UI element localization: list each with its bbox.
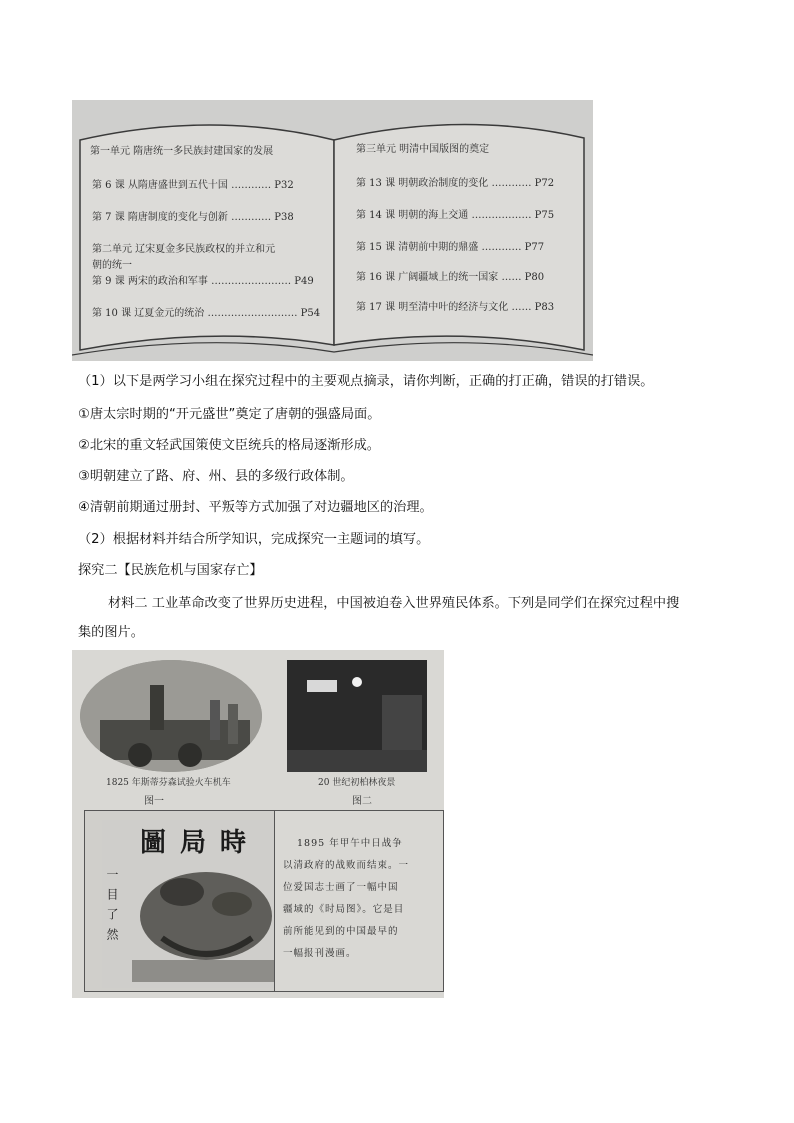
toc-right-line: 第三单元 明清中国版图的奠定 [356, 144, 490, 155]
note-line: 以清政府的战败而结束。一 [283, 860, 410, 871]
toc-left-line: 第一单元 隋唐统一多民族封建国家的发展 [90, 146, 274, 157]
berlin-night-photo [287, 660, 427, 772]
note-line: 1895 年甲午中日战争 [297, 838, 403, 849]
locomotive-photo [80, 660, 262, 772]
collage-photo [72, 650, 444, 998]
figure-2-label: 图二 [352, 796, 372, 807]
toc-photo [72, 100, 593, 361]
toc-left-line: 第二单元 辽宋夏金多民族政权的并立和元 [92, 244, 276, 255]
open-book-pages [72, 100, 593, 361]
cartoon-left-text: 一目了然 [105, 868, 119, 948]
toc-left-line: 第 7 课 隋唐制度的变化与创新 ………… P38 [92, 212, 294, 223]
statement-1: ①唐太宗时期的“开元盛世”奠定了唐朝的强盛局面。 [78, 407, 381, 422]
cartoon-note-box [274, 810, 444, 992]
statement-2: ②北宋的重文轻武国策使文臣统兵的格局逐渐形成。 [78, 438, 380, 453]
toc-left-line: 朝的统一 [92, 260, 132, 271]
question-2: （2）根据材料并结合所学知识，完成探究一主题词的填写。 [78, 532, 430, 547]
figure-1-caption: 1825 年斯蒂芬森试验火车机车 [106, 778, 231, 788]
note-line: 一幅报刊漫画。 [283, 948, 357, 959]
toc-right-line: 第 17 课 明至清中叶的经济与文化 …… P83 [356, 302, 555, 313]
toc-left-line: 第 9 课 两宋的政治和军事 …………………… P49 [92, 276, 314, 287]
toc-right-line: 第 14 课 明朝的海上交通 ……………… P75 [356, 210, 555, 221]
toc-left-line: 第 10 课 辽夏金元的统治 ……………………… P54 [92, 308, 321, 319]
cartoon-title: 圖局時 [140, 828, 261, 858]
statement-4: ④清朝前期通过册封、平叛等方式加强了对边疆地区的治理。 [78, 500, 433, 515]
statement-3: ③明朝建立了路、府、州、县的多级行政体制。 [78, 469, 354, 484]
toc-right-line: 第 15 课 清朝前中期的鼎盛 ………… P77 [356, 242, 545, 253]
section-heading: 探究二【民族危机与国家存亡】 [78, 563, 263, 578]
toc-left-line: 第 6 课 从隋唐盛世到五代十国 ………… P32 [92, 180, 294, 191]
figure-1-label: 图一 [144, 796, 164, 807]
material-2-line-2: 集的图片。 [78, 625, 144, 640]
note-line: 前所能见到的中国最早的 [283, 926, 399, 937]
figure-2-caption: 20 世纪初柏林夜景 [318, 778, 396, 788]
toc-right-line: 第 13 课 明朝政治制度的变化 ………… P72 [356, 178, 555, 189]
toc-right-line: 第 16 课 广阔疆域上的统一国家 …… P80 [356, 272, 545, 283]
note-line: 疆域的《时局图》。它是目 [283, 904, 405, 915]
material-2-line-1: 材料二 工业革命改变了世界历史进程，中国被迫卷入世界殖民体系。下列是同学们在探究过程中搜 [108, 596, 680, 611]
note-line: 位爱国志士画了一幅中国 [283, 882, 399, 893]
question-1: （1）以下是两学习小组在探究过程中的主要观点摘录，请你判断，正确的打正确，错误的打错误。 [78, 374, 654, 389]
